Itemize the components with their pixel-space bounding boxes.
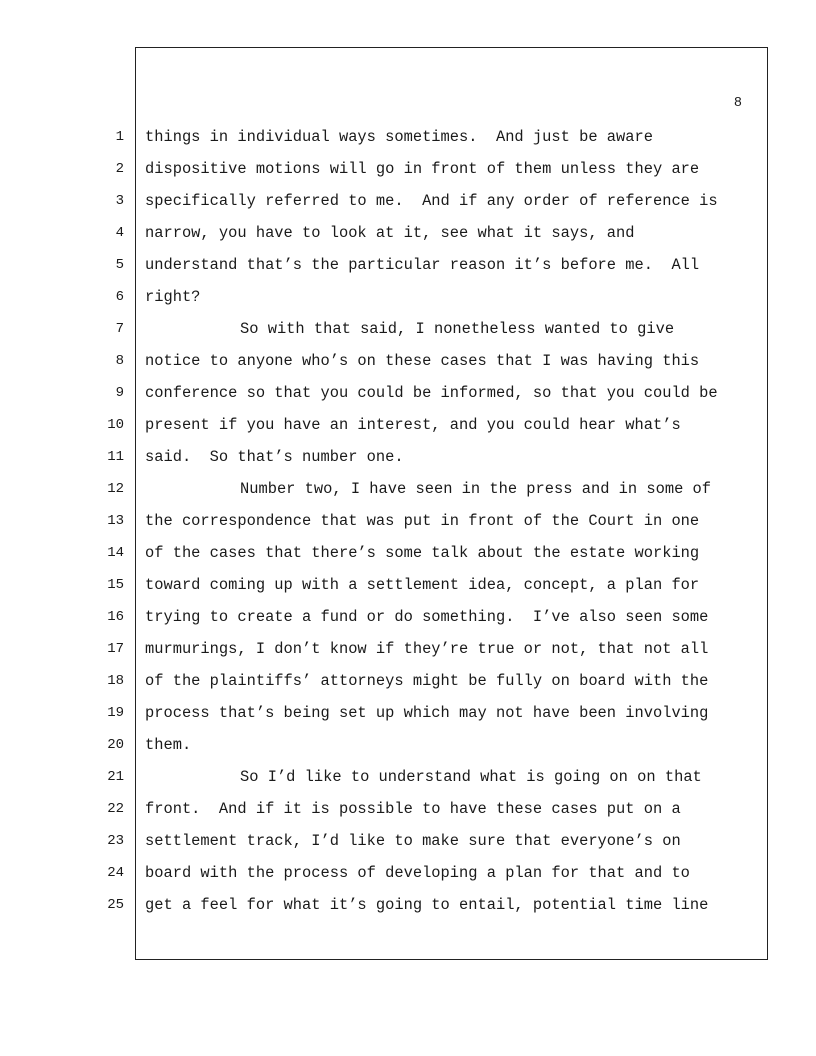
line-number: 14 <box>107 545 124 561</box>
transcript-line: things in individual ways sometimes. And just be aware <box>145 128 653 146</box>
transcript-line: of the plaintiffs’ attorneys might be fully on board with the <box>145 672 709 690</box>
line-number: 8 <box>115 353 124 369</box>
line-number: 9 <box>115 385 124 401</box>
line-number: 13 <box>107 513 124 529</box>
line-number: 20 <box>107 737 124 753</box>
transcript-line: understand that’s the particular reason it’s before me. All <box>145 256 700 274</box>
transcript-line: settlement track, I’d like to make sure that everyone’s on <box>145 832 681 850</box>
line-number: 7 <box>115 321 124 337</box>
line-number: 5 <box>115 257 124 273</box>
transcript-line: murmurings, I don’t know if they’re true or not, that not all <box>145 640 709 658</box>
transcript-text-column <box>145 121 755 921</box>
transcript-line: notice to anyone who’s on these cases that I was having this <box>145 352 700 370</box>
line-number: 24 <box>107 865 124 881</box>
transcript-line: the correspondence that was put in front of the Court in one <box>145 512 700 530</box>
line-number: 11 <box>107 449 124 465</box>
line-number: 6 <box>115 289 124 305</box>
line-number: 21 <box>107 769 124 785</box>
transcript-line: them. <box>145 736 192 754</box>
transcript-line: dispositive motions will go in front of them unless they are <box>145 160 700 178</box>
line-number: 22 <box>107 801 124 817</box>
line-number: 15 <box>107 577 124 593</box>
transcript-line: specifically referred to me. And if any order of reference is <box>145 192 718 210</box>
page-number: 8 <box>733 96 742 111</box>
line-number: 18 <box>107 673 124 689</box>
transcript-line: present if you have an interest, and you could hear what’s <box>145 416 681 434</box>
transcript-line: conference so that you could be informed, so that you could be <box>145 384 718 402</box>
transcript-line: get a feel for what it’s going to entail, potential time line <box>145 896 709 914</box>
transcript-line: So with that said, I nonetheless wanted to give <box>240 320 675 338</box>
line-number-column <box>92 121 124 921</box>
transcript-line: front. And if it is possible to have these cases put on a <box>145 800 681 818</box>
transcript-line: So I’d like to understand what is going on on that <box>240 768 702 786</box>
line-number: 12 <box>107 481 124 497</box>
transcript-line: Number two, I have seen in the press and in some of <box>240 480 712 498</box>
line-number: 16 <box>107 609 124 625</box>
transcript-line: board with the process of developing a plan for that and to <box>145 864 690 882</box>
line-number: 2 <box>115 161 124 177</box>
transcript-line: narrow, you have to look at it, see what it says, and <box>145 224 635 242</box>
line-number: 4 <box>115 225 124 241</box>
transcript-line: said. So that’s number one. <box>145 448 404 466</box>
transcript-line: toward coming up with a settlement idea, concept, a plan for <box>145 576 700 594</box>
transcript-line: process that’s being set up which may not have been involving <box>145 704 709 722</box>
line-number: 17 <box>107 641 124 657</box>
line-number: 1 <box>115 129 124 145</box>
line-number: 19 <box>107 705 124 721</box>
transcript-line: of the cases that there’s some talk about the estate working <box>145 544 700 562</box>
line-number: 3 <box>115 193 124 209</box>
line-number: 23 <box>107 833 124 849</box>
transcript-line: right? <box>145 288 201 306</box>
line-number: 10 <box>107 417 124 433</box>
transcript-line: trying to create a fund or do something. I’ve also seen some <box>145 608 709 626</box>
line-number: 25 <box>107 897 124 913</box>
